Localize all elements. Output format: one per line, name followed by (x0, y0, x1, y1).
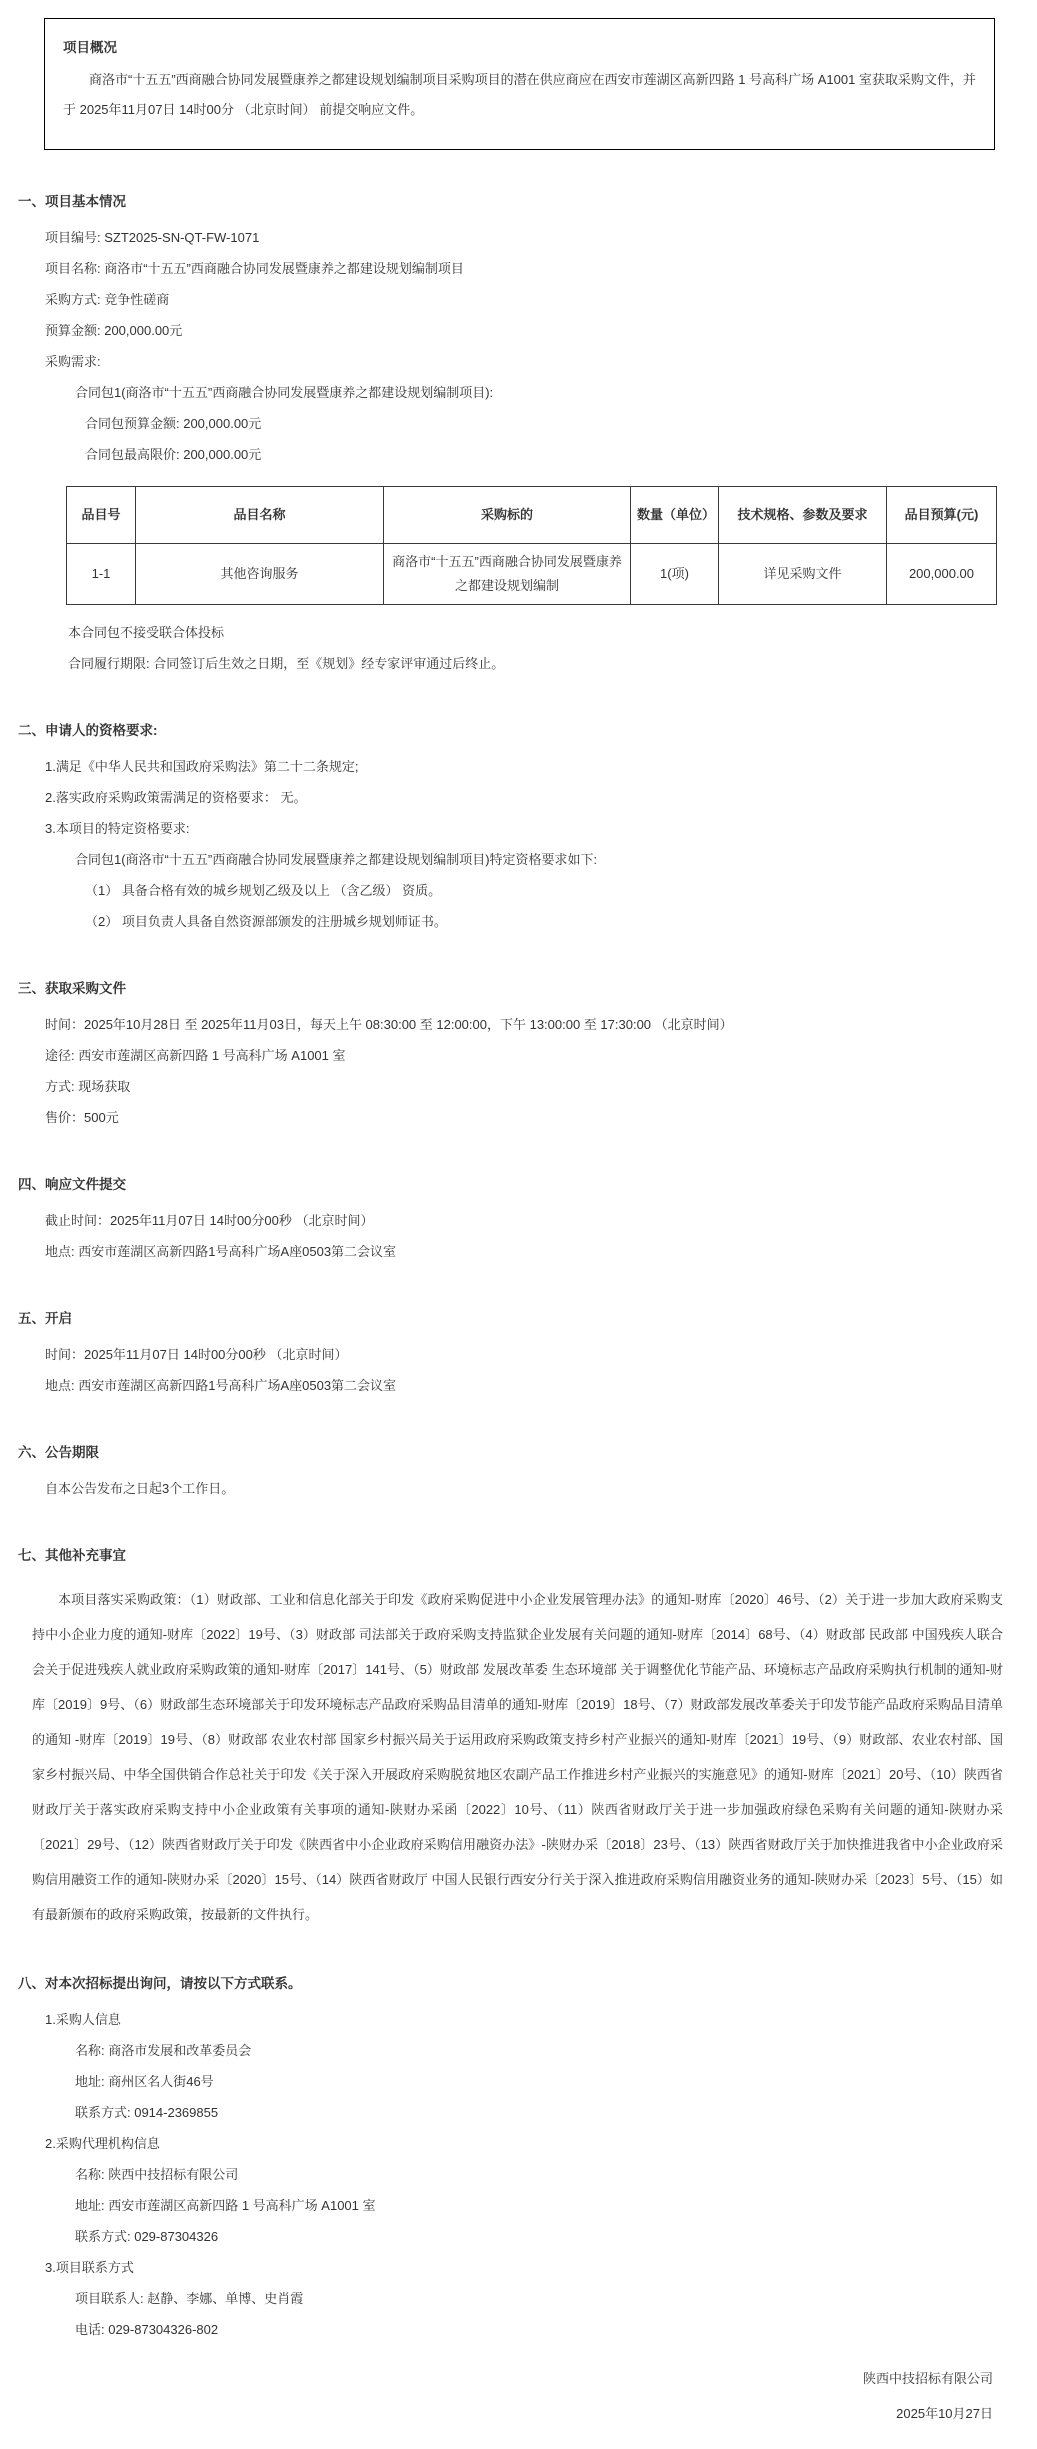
agency-phone: 联系方式: 029-87304326 (75, 2229, 219, 2244)
policy-paragraph: 本项目落实采购政策：（1）财政部、工业和信息化部关于印发《政府采购促进中小企业发展管理办法》的通知-财库〔2020〕46号、（2）关于进一步加大政府采购支持中小企业力度的通知-财库〔2022〕19号、（3）财政部 司法部关于政府采购支持监狱企业发展有关问题的通知-财库〔2014〕68号、（4）财政部 民政部 中国残疾人联合会关于促进残疾人就业政府采购政策的通知-财库〔2017〕141号、（5）财政部 发展改革委 生态环境部 关于调整优化节能产品、环境标志产品政府采购执行机制的通知-财库〔2019〕9号、（6）财政部生态环境部关于印发环境标志产品政府采购品目清单的通知-财库〔2019〕18号、（7）财政部发展改革委关于印发节能产品政府采购品目清单的通知 -财库〔2019〕19号、（8）财政部 农业农村部 国家乡村振兴局关于运用政府采购政策支持乡村产业振兴的通知-财库〔2021〕19号、（9）财政部、农业农村部、国家乡村振兴局、中华全国供销合作总社关于印发《关于深入开展政府采购脱贫地区农副产品工作推进乡村产业振兴的实施意见》的通知-财库〔2021〕20号、（10）陕西省财政厅关于落实政府采购支持中小企业政策有关事项的通知-陕财办采函〔2022〕10号、（11）陕西省财政厅关于进一步加强政府绿色采购有关问题的通知-陕财办采〔2021〕29号、（12）陕西省财政厅关于印发《陕西省中小企业政府采购信用融资办法》-陕财办采〔2018〕23号、（13）陕西省财政厅关于加快推进我省中小企业政府采购信用融资工作的通知-陕财办采〔2020〕15号、（14）陕西省财政厅 中国人民银行西安分行关于深入推进政府采购信用融资业务的通知-陕财办采〔2023〕5号、（15）如有最新颁布的政府采购政策，按最新的文件执行。 (32, 1592, 1003, 1922)
project-contact-title: 3.项目联系方式 (45, 2260, 134, 2275)
package-max-price: 合同包最高限价: 200,000.00元 (85, 447, 262, 462)
announcement-page (0, 18, 1037, 2449)
field-procurement-method: 采购方式: 竞争性磋商 (45, 292, 170, 307)
project-contact-phone: 电话: 029-87304326-802 (75, 2322, 219, 2337)
qualification-item-1: 1.满足《中华人民共和国政府采购法》第二十二条规定; (45, 759, 359, 774)
package-title: 合同包1(商洛市“十五五”西商融合协同发展暨康养之都建设规划编制项目): (75, 385, 494, 400)
table-header-item-no: 品目号 (67, 487, 136, 544)
cell-item-name: 其他咨询服务 (136, 544, 384, 605)
cell-procurement-target: 商洛市“十五五”西商融合协同发展暨康养之都建设规划编制 (384, 544, 631, 605)
qualification-sub-1: （1） 具备合格有效的城乡规划乙级及以上 （含乙级） 资质。 (85, 883, 442, 898)
note-contract-period: 合同履行期限: 合同签订后生效之日期，至《规划》经专家评审通过后终止。 (68, 656, 505, 671)
project-overview-box (44, 18, 995, 150)
cell-quantity: 1(项) (631, 544, 719, 605)
project-contact-persons: 项目联系人: 赵静、李娜、单博、史肖霞 (75, 2291, 304, 2306)
section-other-matters-heading: 七、其他补充事宜 (18, 1548, 126, 1563)
cell-tech-specs: 详见采购文件 (719, 544, 887, 605)
purchaser-phone: 联系方式: 0914-2369855 (75, 2105, 219, 2120)
overview-title: 项目概况 (63, 40, 117, 55)
package-qualification-intro: 合同包1(商洛市“十五五”西商融合协同发展暨康养之都建设规划编制项目)特定资格要求如下: (75, 852, 598, 867)
items-table (66, 486, 997, 605)
field-submission-deadline: 截止时间：2025年11月07日 14时00分00秒 （北京时间） (45, 1213, 374, 1228)
section-contact-heading: 八、对本次招标提出询问，请按以下方式联系。 (18, 1976, 302, 1991)
table-header-item-budget: 品目预算(元) (887, 487, 997, 544)
field-opening-location: 地点: 西安市莲湖区高新四路1号高科广场A座0503第二会议室 (45, 1378, 397, 1393)
table-header-item-name: 品目名称 (136, 487, 384, 544)
section-announcement-period-heading: 六、公告期限 (18, 1445, 99, 1460)
table-header-quantity: 数量（单位） (631, 487, 719, 544)
cell-item-budget: 200,000.00 (887, 544, 997, 605)
section-submission-heading: 四、响应文件提交 (18, 1177, 126, 1192)
section-qualification-heading: 二、申请人的资格要求: (18, 723, 158, 738)
purchaser-address: 地址: 商州区名人街46号 (75, 2074, 214, 2089)
note-no-consortium: 本合同包不接受联合体投标 (68, 625, 225, 640)
field-obtain-time: 时间：2025年10月28日 至 2025年11月03日，每天上午 08:30:00 至 12:00:00，下午 13:00:00 至 17:30:00 （北京时间） (45, 1017, 733, 1032)
signature-company: 陕西中技招标有限公司 (862, 2371, 993, 2386)
package-budget: 合同包预算金额: 200,000.00元 (85, 416, 262, 431)
field-project-number: 项目编号: SZT2025-SN-QT-FW-1071 (45, 230, 260, 245)
cell-item-no: 1-1 (67, 544, 136, 605)
field-project-name: 项目名称: 商洛市“十五五”西商融合协同发展暨康养之都建设规划编制项目 (45, 261, 464, 276)
qualification-item-2: 2.落实政府采购政策需满足的资格要求： 无。 (45, 790, 307, 805)
qualification-item-3: 3.本项目的特定资格要求: (45, 821, 190, 836)
purchaser-name: 名称: 商洛市发展和改革委员会 (75, 2043, 252, 2058)
agency-info-title: 2.采购代理机构信息 (45, 2136, 160, 2151)
announcement-period-text: 自本公告发布之日起3个工作日。 (45, 1481, 235, 1496)
field-budget-amount: 预算金额: 200,000.00元 (45, 323, 183, 338)
section-basic-info-heading: 一、项目基本情况 (18, 194, 126, 209)
field-submission-location: 地点: 西安市莲湖区高新四路1号高科广场A座0503第二会议室 (45, 1244, 397, 1259)
field-opening-time: 时间：2025年11月07日 14时00分00秒 （北京时间） (45, 1347, 348, 1362)
label-procurement-requirements: 采购需求: (45, 354, 101, 369)
agency-name: 名称: 陕西中技招标有限公司 (75, 2167, 239, 2182)
field-doc-price: 售价：500元 (45, 1110, 119, 1125)
section-opening-heading: 五、开启 (18, 1311, 72, 1326)
purchaser-info-title: 1.采购人信息 (45, 2012, 121, 2027)
overview-text: 商洛市“十五五”西商融合协同发展暨康养之都建设规划编制项目采购项目的潜在供应商应在西安市莲湖区高新四路 1 号高科广场 A1001 室获取采购文件，并于 2025年11月07日 14时00分 （北京时间） 前提交响应文件。 (63, 72, 976, 117)
table-header-procurement-target: 采购标的 (384, 487, 631, 544)
qualification-sub-2: （2） 项目负责人具备自然资源部颁发的注册城乡规划师证书。 (85, 914, 447, 929)
table-row (67, 544, 997, 605)
agency-address: 地址: 西安市莲湖区高新四路 1 号高科广场 A1001 室 (75, 2198, 376, 2213)
section-obtain-docs-heading: 三、获取采购文件 (18, 981, 126, 996)
table-header-tech-specs: 技术规格、参数及要求 (719, 487, 887, 544)
field-obtain-method: 方式: 现场获取 (45, 1079, 131, 1094)
field-obtain-route: 途径: 西安市莲湖区高新四路 1 号高科广场 A1001 室 (45, 1048, 346, 1063)
signature-date: 2025年10月27日 (896, 2406, 993, 2421)
table-header-row (67, 487, 997, 544)
